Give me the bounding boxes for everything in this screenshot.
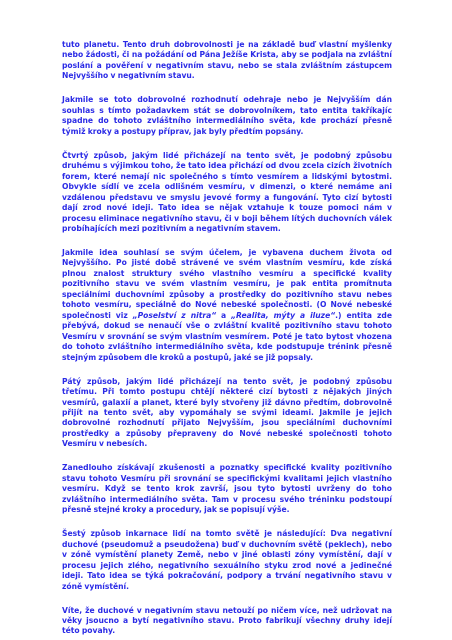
paragraph-7 xyxy=(62,529,392,592)
paragraph-3-text: Čtvrtý způsob, jakým lidé přicházejí na tento svět, je podobný způsobu druhému s výjimkou toho, že tato idea přichází od dvou zcela cizích životních forem, které nemají nic společného s tímto vesmírem a lidskými bytostmi. Obvykle sídlí ve zcela odlišném vesmíru, v dimenzi, o které nemáme ani vzdálenou představu ve smyslu jevové formy a fungování. Tyto cizí bytosti dají zrod nové ideji. Tato idea se nějak vztahuje k touze pomoci nám v procesu eliminace negativního stavu, či v boji během lítých duchovních válek probíhajících mezi pozitivním a negativním stavem. xyxy=(62,150,392,233)
paragraph-1-text: tuto planetu. Tento druh dobrovolnosti je na základě buď vlastní myšlenky nebo žádosti, či na požádání od Pána Ježíše Krista, aby se podjala na zvláštní poslání a pověření v negativním stavu, nebo se stala zvláštním zástupcem Nejvyššího v negativním stavu. xyxy=(62,40,392,81)
paragraph-2-text: Jakmile se toto dobrovolné rozhodnutí odehraje nebo je Nejvyšším dán souhlas s tímto požadavkem stát se dobrovolníkem, tato entita takříkajíc spadne do tohoto zvláštního intermediálního světa, kde prochází přesně týmiž kroky a postupy příprav, jak byly předtím popsány. xyxy=(62,95,392,136)
paragraph-4-text-b: .) entita zde přebývá, dokud se nenaučí vše o zvláštní kvalitě pozitivního stavu tohoto Vesmíru v srovnání se svým vlastním vesmírem. Poté je tato bytost vhozena do tohoto zvláštního intermediálního světa, kde podstupuje trénink přesně stejným způsobem dle kroků a postupů, jaké se již popsaly. xyxy=(62,310,392,362)
paragraph-6 xyxy=(62,463,392,515)
paragraph-1 xyxy=(62,40,392,82)
paragraph-5-text: Pátý způsob, jakým lidé přicházejí na tento svět, je podobný způsobu třetímu. Při tomto postupu chtějí některé cizí bytosti z nějakých jiných vesmírů, galaxií a planet, které byly stvořeny již dávno předtím, dobrovolně přijít na tento svět, aby vypomáhaly se svými ideami. Jakmile je jejich dobrovolné rozhodnutí přijato Nejvyšším, jsou speciálními duchovními prostředky a způsoby přepraveny do Nové nebeské společnosti tohoto Vesmíru v nebesích. xyxy=(62,376,392,449)
paragraph-8-text: Víte, že duchové v negativním stavu netouží po ničem více, než udržovat na věky jsoucno a bytí negativního stavu. Proto fabrikují všechny druhy idejí této povahy. xyxy=(62,605,392,636)
book-title-poselstvi: „Poselství z nitra“ xyxy=(132,310,217,320)
paragraph-2 xyxy=(62,95,392,137)
paragraph-5 xyxy=(62,377,392,450)
paragraph-6-text: Zanedlouho získávají zkušenosti a poznatky specifické kvality pozitivního stavu tohoto Vesmíru při srovnání se specifickými kvalitami jejich vlastního vesmíru. Když se tento krok završí, jsou tyto bytosti uvrženy do toho zvláštního intermediálního světa. Tam v procesu svého tréninku podstoupí přesně stejné kroky a procedury, jak se popisují výše. xyxy=(62,463,392,515)
paragraph-7-text: Šestý způsob inkarnace lidí na tomto světě je následující: Dva negativní duchové (pseudomuž a pseudožena) buď v duchovním světě (peklech), nebo v zóně vymístění planety Země, nebo v jiné oblasti zóny vymístění, dají v procesu jejich zlého, negativního sexuálního styku zrod nové a jedinečné ideji. Tato idea se týká pokračování, podpory a trvání negativního stavu v zóně vymístění. xyxy=(62,529,392,591)
paragraph-8 xyxy=(62,606,392,637)
book-title-realita: „Realita, mýty a iluze“ xyxy=(231,310,336,320)
paragraph-4-text-a: Jakmile idea souhlasí se svým účelem, je vybavena duchem života od Nejvyššího. Po jisté době strávené ve svém vlastním vesmíru, kde získá plnou znalost struktury svého vlastního vesmíru a specifické kvality pozitivního stavu ve svém vlastním vesmíru, je pak entita promítnuta speciálními duchovními způsoby a prostředky do pozitivního stavu nebes tohoto vesmíru, speciálně do Nové nebeské společnosti. (O Nové nebeské společnosti viz xyxy=(62,248,392,320)
paragraph-4-conjunction: a xyxy=(216,310,232,320)
paragraph-4 xyxy=(62,248,392,363)
paragraph-3 xyxy=(62,151,392,235)
